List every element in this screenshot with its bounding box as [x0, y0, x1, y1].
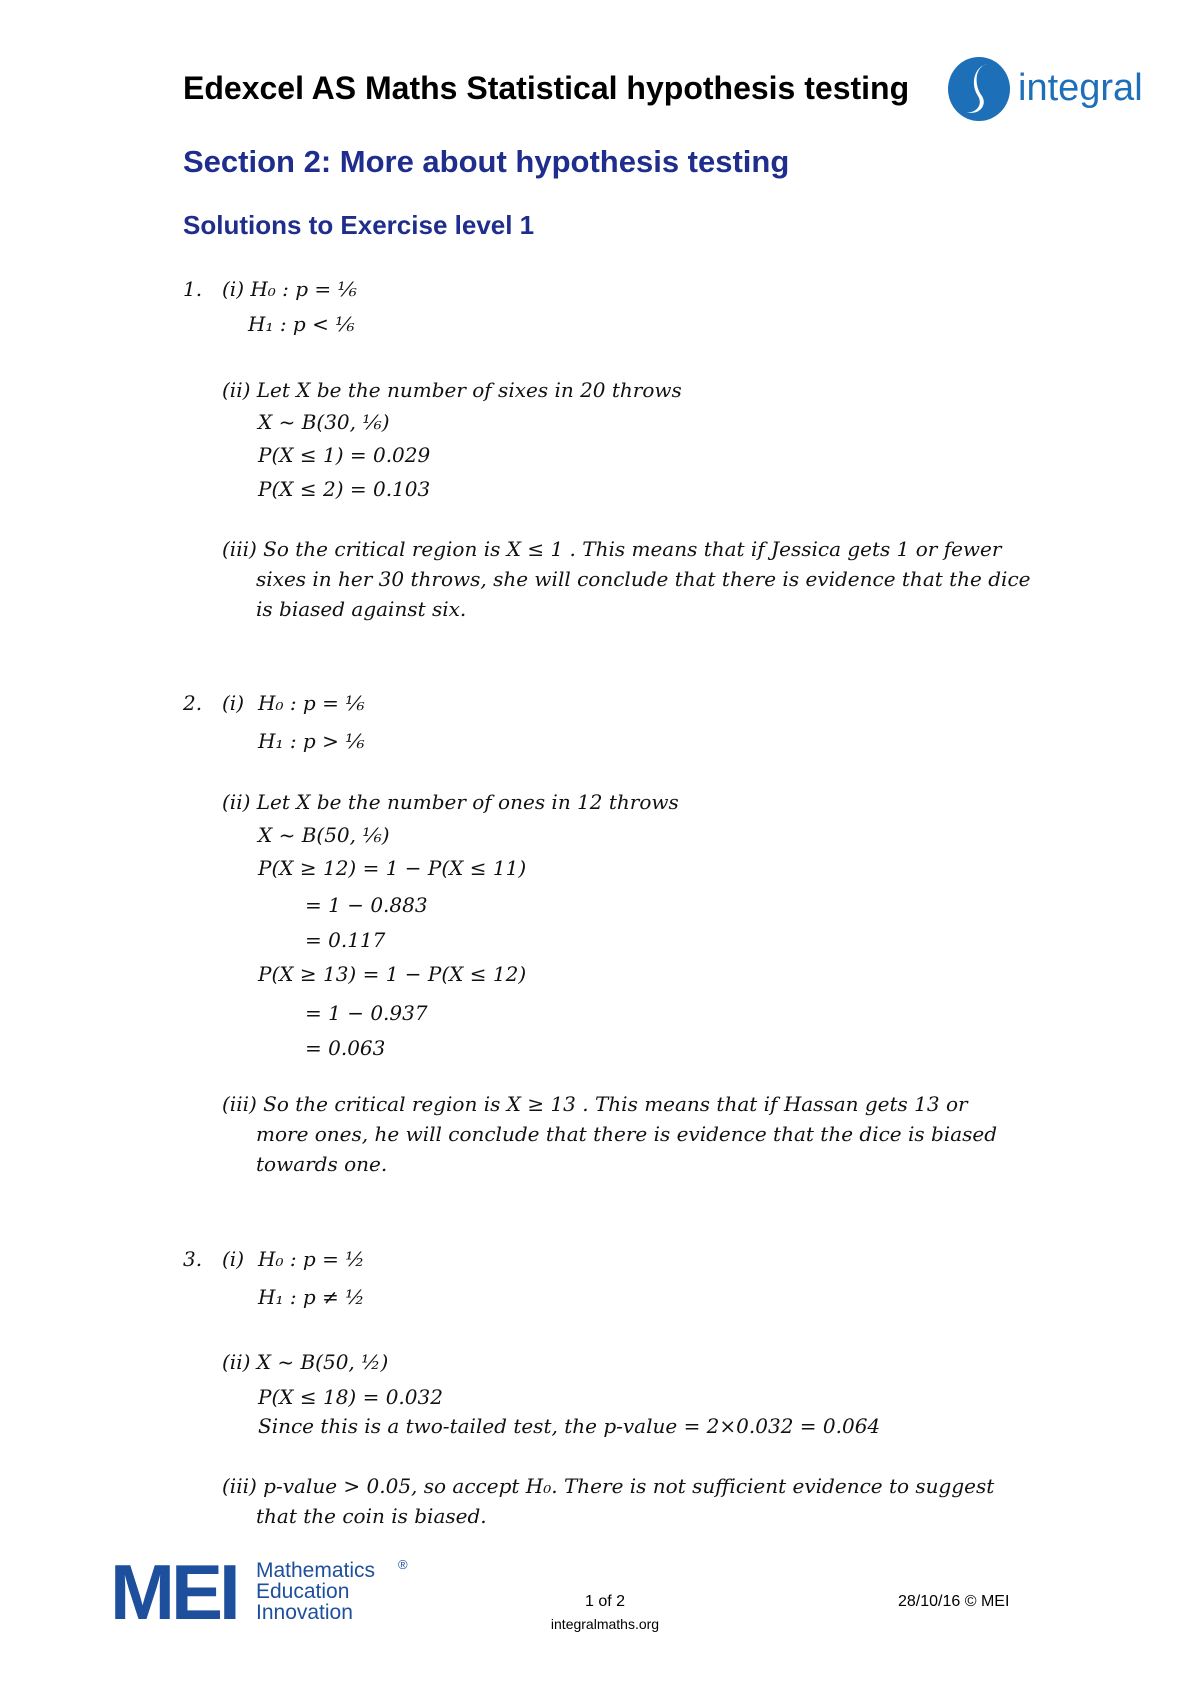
q3-number: 3.	[183, 1247, 203, 1271]
q3-i-h1: H₁ : p ≠ ½	[258, 1285, 365, 1309]
mei-logo-line3: Innovation	[256, 1601, 353, 1624]
integral-logo-text: integral	[1018, 67, 1143, 109]
mei-logo-registered: ®	[398, 1557, 408, 1572]
q2-iii-line1: (iii) So the critical region is X ≥ 13 . This means that if Hassan gets 13 or	[222, 1092, 968, 1116]
q2-ii-b3: = 0.063	[305, 1036, 386, 1060]
q1-ii-dist: X ~ B(30, ⅙)	[258, 410, 390, 434]
q1-number: 1.	[183, 277, 203, 301]
q1-i-h1: H₁ : p < ⅙	[248, 312, 355, 336]
q2-number: 2.	[183, 691, 203, 715]
mei-logo	[110, 1555, 420, 1625]
q2-i-h0: H₀ : p = ⅙	[258, 691, 365, 715]
q2-ii-a3: = 0.117	[305, 928, 386, 952]
mei-logo-line2: Education	[256, 1580, 350, 1603]
mei-logo-line1: Mathematics	[256, 1559, 376, 1582]
q2-ii-b2: = 1 − 0.937	[305, 1001, 428, 1025]
q2-iii-line2: more ones, he will conclude that there is evidence that the dice is biased	[256, 1122, 998, 1146]
q2-ii-a1: P(X ≥ 12) = 1 − P(X ≤ 11)	[258, 856, 527, 880]
q3-i-label: (i)	[222, 1247, 245, 1271]
q3-iii-line1: (iii) p-value > 0.05, so accept H₀. There is not sufficient evidence to suggest	[222, 1474, 995, 1498]
q2-ii-b1: P(X ≥ 13) = 1 − P(X ≤ 12)	[258, 962, 527, 986]
q2-i-label: (i)	[222, 691, 245, 715]
footer-date-copyright: 28/10/16 © MEI	[898, 1593, 1010, 1610]
document-header-title: Edexcel AS Maths Statistical hypothesis testing	[183, 70, 910, 106]
q1-i-h0: (i) H₀ : p = ⅙	[222, 277, 357, 301]
q1-ii-p2: P(X ≤ 2) = 0.103	[258, 477, 431, 501]
q3-ii-p: P(X ≤ 18) = 0.032	[258, 1385, 443, 1409]
q3-ii-dist: (ii) X ~ B(50, ½)	[222, 1350, 389, 1374]
q1-iii-line3: is biased against six.	[256, 597, 467, 621]
footer-url: integralmaths.org	[550, 1616, 660, 1632]
page-number: 1 of 2	[584, 1593, 626, 1610]
section-title: Section 2: More about hypothesis testing	[183, 144, 790, 179]
subsection-title: Solutions to Exercise level 1	[183, 210, 535, 240]
q3-iii-line2: that the coin is biased.	[256, 1504, 487, 1528]
q2-ii-a2: = 1 − 0.883	[305, 893, 428, 917]
q3-ii-since: Since this is a two-tailed test, the p-value = 2×0.032 = 0.064	[258, 1414, 881, 1438]
q2-i-h1: H₁ : p > ⅙	[258, 729, 365, 753]
q2-iii-line3: towards one.	[256, 1152, 388, 1176]
q3-i-h0: H₀ : p = ½	[258, 1247, 365, 1271]
q1-iii-line2: sixes in her 30 throws, she will conclude that there is evidence that the dice	[256, 567, 1031, 591]
mei-logo-letters: MEI	[110, 1555, 237, 1625]
q1-ii-p1: P(X ≤ 1) = 0.029	[258, 443, 431, 467]
q1-ii-intro: (ii) Let X be the number of sixes in 20 throws	[222, 378, 682, 402]
q2-ii-dist: X ~ B(50, ⅙)	[258, 823, 390, 847]
q2-ii-intro: (ii) Let X be the number of ones in 12 throws	[222, 790, 679, 814]
integral-logo	[944, 54, 1174, 124]
q1-iii-line1: (iii) So the critical region is X ≤ 1 . This means that if Jessica gets 1 or fewer	[222, 537, 1002, 561]
